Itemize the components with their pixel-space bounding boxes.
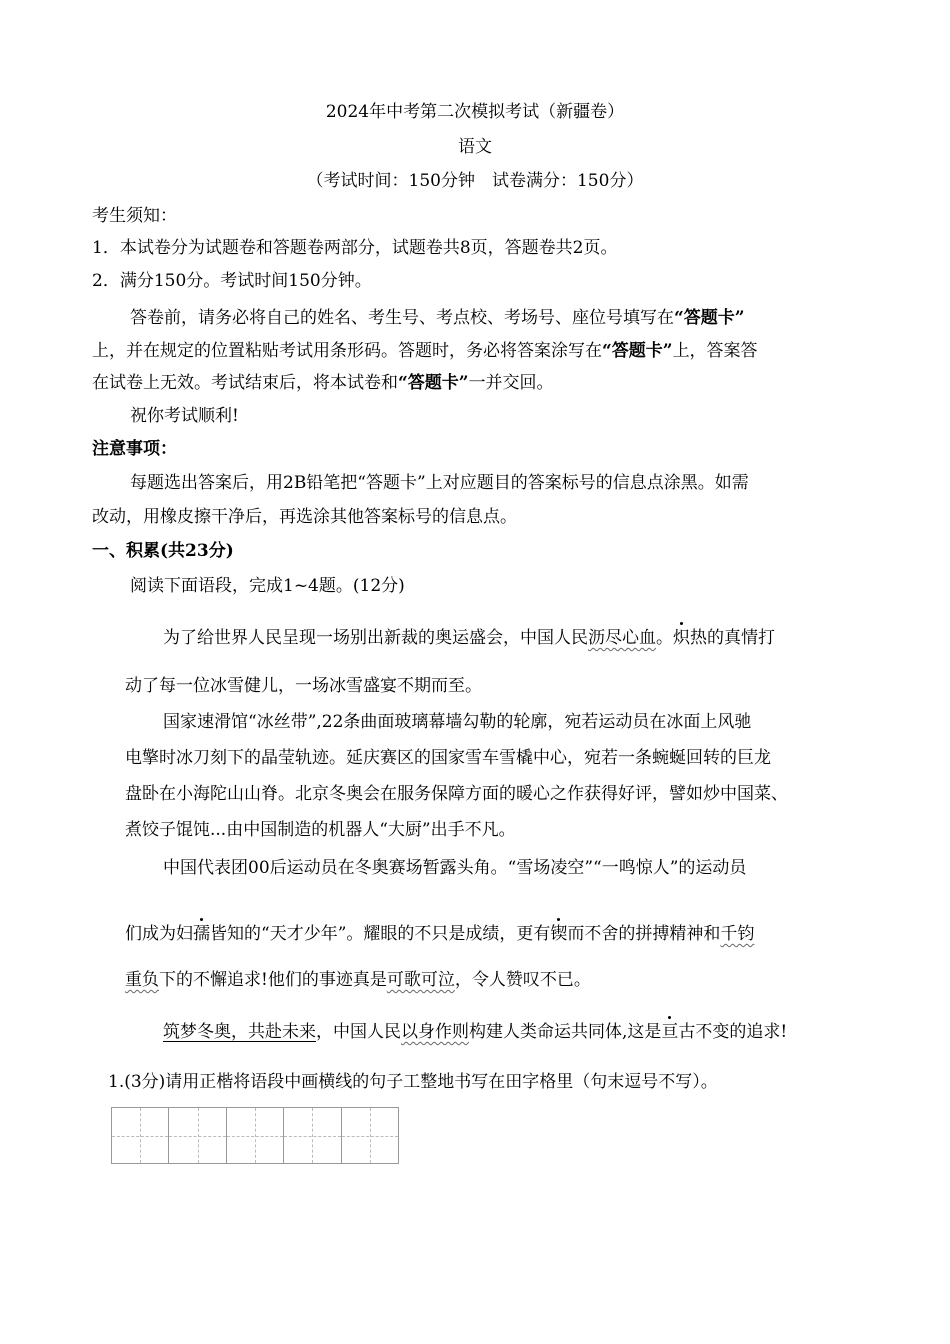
wavy-underlined-word: 千钧	[720, 924, 755, 944]
tianzige-cell[interactable]	[342, 1108, 398, 1163]
passage-p2-line-3: 盘卧在小海陀山山脊。北京冬奥会在服务保障方面的暖心之作获得好评，譬如炒中国菜、	[125, 784, 788, 804]
passage-text: 古不变的追求!	[678, 1022, 788, 1042]
answer-card-term: “答题卡”	[674, 308, 745, 328]
passage-p2-line-2: 电擎时冰刀刻下的晶莹轨迹。延庆赛区的国家雪车雪橇中心，宛若一条蜿蜒回转的巨龙	[125, 748, 771, 768]
wavy-underlined-word: 以身作则	[401, 1022, 469, 1042]
passage-text: ，令人赞叹不已。	[454, 970, 591, 990]
passage-p1-line-2: 动了每一位冰雪健儿，一场冰雪盛宴不期而至。	[125, 676, 482, 696]
section-1-heading: 一、积累(共23分)	[92, 541, 234, 561]
passage-p2-line-1: 国家速滑馆“冰丝带”,22条曲面玻璃幕墙勾勒的轮廓，宛若运动员在冰面上风驰	[163, 712, 752, 732]
notice-para-text: 在试卷上无效。考试结束后，将本试卷和	[92, 373, 398, 393]
answer-card-term: “答题卡”	[602, 341, 673, 361]
wavy-underlined-word: 重负	[125, 970, 159, 990]
notice-para-text: 上，并在规定的位置粘贴考试用条形码。答题时，务必将答案涂写在	[92, 341, 602, 361]
passage-p3-line-3	[125, 969, 591, 991]
notice-item-1: 1．本试卷分为试题卷和答题卷两部分，试题卷共8页，答题卷共2页。	[92, 238, 618, 258]
notice-para-text: 上，答案答	[672, 341, 758, 361]
passage-text: 为了给世界人民呈现一场别出新裁的奥运盛会，中国人民	[163, 628, 588, 648]
question-1: 1.(3分)请用正楷将语段中画横线的句子工整地书写在田字格里（句末逗号不写）。	[108, 1072, 718, 1092]
dotted-character: 炽	[673, 628, 690, 648]
section-1-intro: 阅读下面语段，完成1~4题。(12分)	[130, 576, 405, 596]
notice-wish: 祝你考试顺利!	[130, 406, 239, 426]
notice-heading: 考生须知：	[92, 206, 177, 226]
exam-title: 2024年中考第二次模拟考试（新疆卷）	[325, 102, 625, 122]
notice-para-line-1	[130, 307, 745, 329]
attention-line-2: 改动，用橡皮擦干净后，再选涂其他答案标号的信息点。	[92, 507, 517, 527]
attention-heading: 注意事项：	[92, 439, 177, 459]
passage-text: ，中国人民	[316, 1022, 401, 1042]
tianzige-grid[interactable]	[111, 1107, 399, 1164]
notice-para-text: 答卷前，请务必将自己的姓名、考生号、考点校、考场号、座位号填写在	[130, 308, 674, 328]
exam-subject: 语文	[458, 137, 492, 157]
passage-text: 们成为妇	[125, 924, 193, 944]
dotted-character: 孺	[193, 924, 210, 944]
passage-p2-line-4: 煮饺子馄饨...由中国制造的机器人“大厨”出手不凡。	[125, 820, 516, 840]
passage-p4-line-1	[163, 1021, 787, 1043]
passage-text: 构建人类命运共同体,这是	[469, 1022, 662, 1042]
passage-p1-line-1	[163, 627, 775, 649]
tianzige-cell[interactable]	[227, 1108, 284, 1163]
notice-para-line-2	[92, 340, 758, 362]
wavy-underlined-word: 沥尽心血	[588, 628, 656, 648]
answer-card-term: “答题卡”	[398, 373, 469, 393]
notice-item-2: 2．满分150分。考试时间150分钟。	[92, 271, 372, 291]
passage-p3-line-1: 中国代表团00后运动员在冬奥赛场暂露头角。“雪场凌空”“一鸣惊人”的运动员	[163, 858, 747, 878]
passage-text: 下的不懈追求!他们的事迹真是	[159, 970, 387, 990]
passage-text: 热的真情打	[690, 628, 775, 648]
dotted-character: 锲	[550, 924, 568, 944]
tianzige-cell[interactable]	[112, 1108, 169, 1163]
tianzige-cell[interactable]	[169, 1108, 226, 1163]
wavy-underlined-word: 可歌可泣	[386, 970, 455, 990]
notice-para-line-3	[92, 372, 554, 394]
dotted-character: 亘	[661, 1022, 679, 1042]
tianzige-cell[interactable]	[284, 1108, 341, 1163]
passage-text: 皆知的“天才少年”。耀眼的不只是成绩，更有	[210, 924, 551, 944]
exam-time-info: （考试时间：150分钟 试卷满分：150分）	[306, 171, 644, 191]
notice-para-text: 一并交回。	[468, 373, 554, 393]
underlined-sentence: 筑梦冬奥，共赴未来	[163, 1022, 316, 1042]
attention-line-1: 每题选出答案后，用2B铅笔把“答题卡”上对应题目的答案标号的信息点涂黑。如需	[130, 473, 749, 493]
passage-text: 。	[656, 628, 673, 648]
passage-p3-line-2	[125, 923, 754, 945]
passage-text: 而不舍的拼搏精神和	[567, 924, 721, 944]
